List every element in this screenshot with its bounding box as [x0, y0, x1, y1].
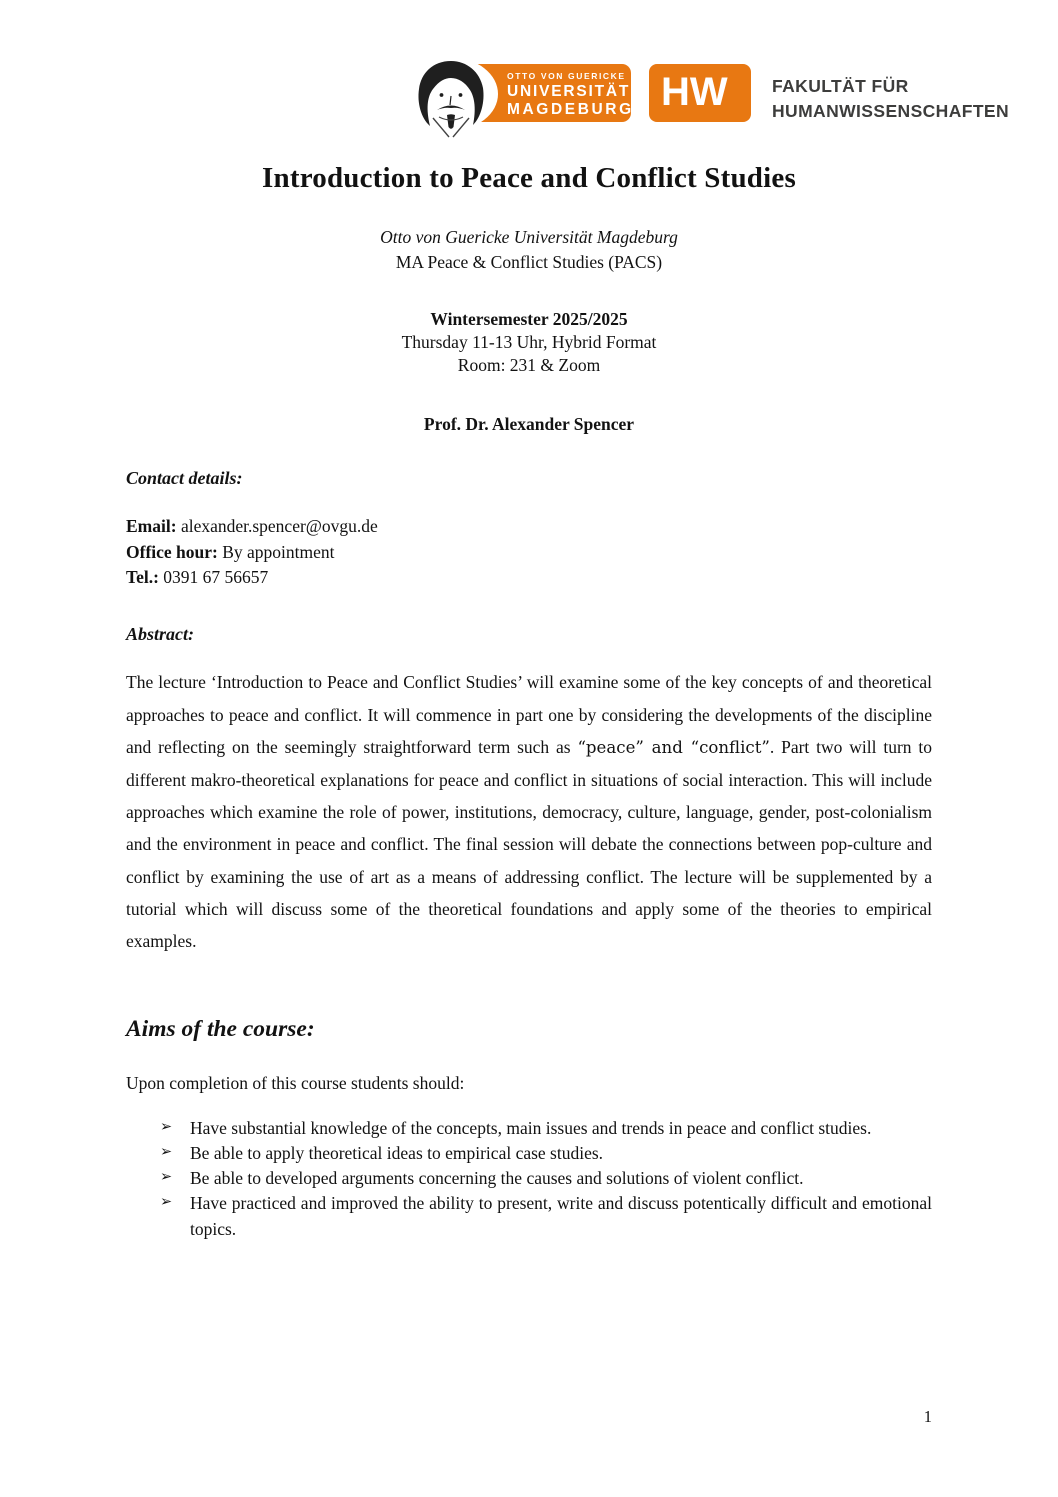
- lecturer-name: Prof. Dr. Alexander Spencer: [423, 413, 635, 434]
- aim-text: Have practiced and improved the ability to present, write and discuss potentically difficult and emotional topics.: [190, 1193, 932, 1239]
- meeting-time: Thursday 11-13 Uhr, Hybrid Format: [401, 331, 657, 352]
- faculty-name-line1: FAKULTÄT FÜR: [772, 76, 909, 96]
- aims-list: [160, 1116, 932, 1242]
- contact-details-heading: Contact details:: [126, 467, 243, 488]
- abstract-text-part2: . Part two will turn to different makro-theoretical explanations for peace and conflict in situations of social interaction. This will include approaches which examine the role of power, institutions, democracy, culture, language, gender, post-colonialism and the environment in peace and conflict. The final session will debate the connections between pop-culture and conflict by examining the use of art as a means of addressing conflict. The lecture will be supplemented by a tutorial which will discuss some of the theoretical foundations and apply some of the theories to empirical examples.: [126, 736, 932, 952]
- ovgu-logo-text-universitaet: UNIVERSITÄT: [507, 83, 631, 100]
- abstract-heading: Abstract:: [126, 624, 195, 645]
- semester: Wintersemester 2025/2025: [430, 308, 628, 329]
- abstract-paragraph: [126, 666, 932, 958]
- ovgu-logo-text-small: OTTO VON GUERICKE: [507, 71, 626, 81]
- tel-value: 0391 67 56657: [158, 567, 269, 588]
- aim-text: Have substantial knowledge of the concepts, main issues and trends in peace and conflict studies.: [190, 1117, 872, 1138]
- contact-tel-row: [126, 565, 932, 591]
- course-title: Introduction to Peace and Conflict Studies: [262, 162, 796, 194]
- aims-heading: Aims of the course:: [126, 1015, 315, 1042]
- aim-text: Be able to developed arguments concerning the causes and solutions of violent conflict.: [190, 1168, 804, 1189]
- list-item: [160, 1116, 932, 1141]
- document-content: [126, 0, 932, 1242]
- office-hour-label: Office hour:: [126, 541, 218, 562]
- university-name: Otto von Guericke Universität Magdeburg: [380, 227, 678, 247]
- abstract-quoted-terms: “peace” and “conflict”: [577, 737, 770, 757]
- arrow-bullet-icon: ➢: [160, 1118, 173, 1135]
- arrow-bullet-icon: ➢: [160, 1144, 173, 1160]
- contact-email-row: [126, 514, 932, 540]
- office-hour-value: By appointment: [217, 541, 335, 562]
- email-value: alexander.spencer@ovgu.de: [176, 515, 378, 536]
- arrow-bullet-icon: ➢: [160, 1194, 173, 1211]
- room: Room: 231 & Zoom: [457, 354, 601, 375]
- ovgu-logo-text-magdeburg: MAGDEBURG: [507, 101, 634, 119]
- page-number: 1: [923, 1407, 932, 1426]
- list-item: [160, 1141, 932, 1166]
- hw-faculty-badge: HW: [649, 64, 751, 122]
- aims-intro: Upon completion of this course students should:: [126, 1072, 465, 1093]
- aim-text: Be able to apply theoretical ideas to empirical case studies.: [190, 1143, 604, 1163]
- list-item: [160, 1191, 932, 1241]
- faculty-name-line2: HUMANWISSENSCHAFTEN: [772, 100, 1010, 121]
- email-label: Email:: [126, 515, 177, 536]
- contact-details: [126, 514, 932, 591]
- program-name: MA Peace & Conflict Studies (PACS): [395, 251, 663, 272]
- list-item: [160, 1166, 932, 1191]
- abstract-text-part1: The lecture ‘Introduction to Peace and Conflict Studies’ will examine some of the key concepts of and theoretical approaches to peace and conflict. It will commence in part one by considering the developments of the discipline and reflecting on the seemingly straightforward term such as: [126, 672, 932, 757]
- arrow-bullet-icon: ➢: [160, 1169, 173, 1186]
- schedule-block: [126, 308, 932, 377]
- contact-office-row: [126, 540, 932, 566]
- tel-label: Tel.:: [126, 567, 159, 588]
- subtitle-block: [126, 225, 932, 275]
